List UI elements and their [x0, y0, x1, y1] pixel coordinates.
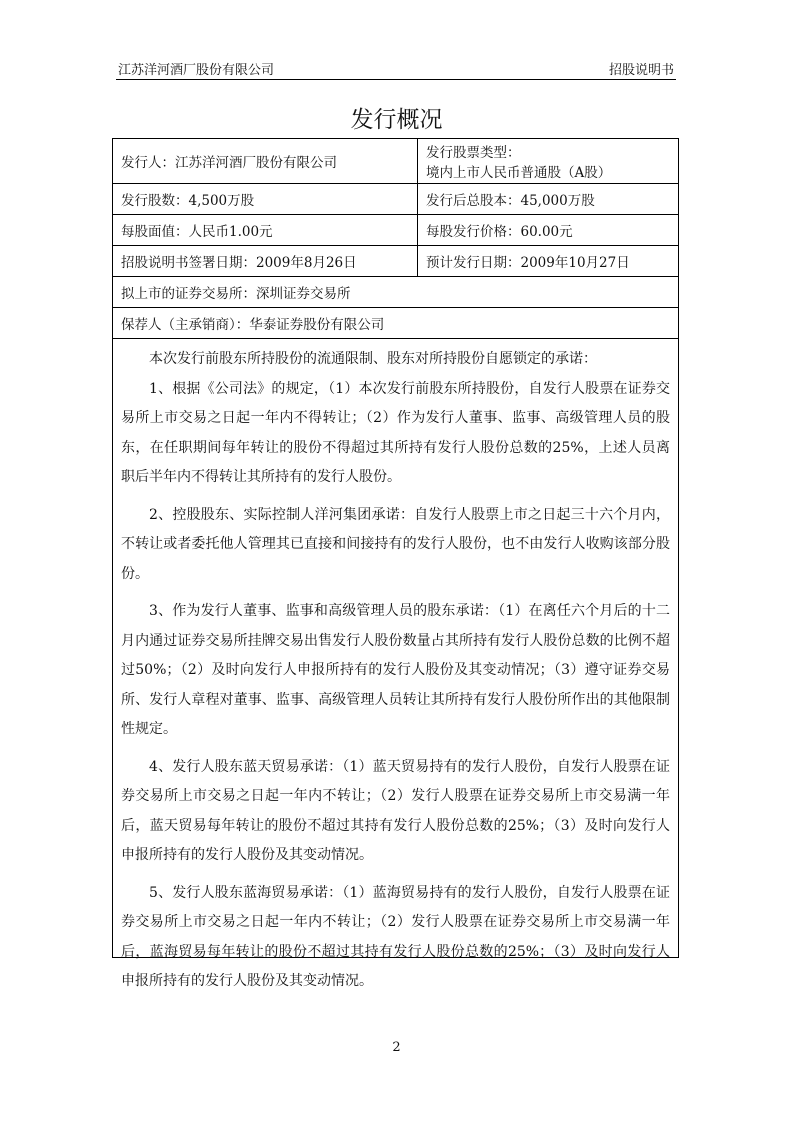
sponsor-cell: [113, 308, 678, 338]
issue-price-text: 每股发行价格：60.00元: [426, 224, 573, 240]
page-title: 发行概况: [350, 107, 443, 133]
commitments-intro: 本次发行前股东所持股份的流通限制、股东对所持股份自愿锁定的承诺：: [149, 351, 597, 367]
total-capital-text: 发行后总股本：45,000万股: [426, 193, 595, 209]
table-row: [113, 215, 678, 246]
stock-type-value: 境内上市人民币普通股（A股）: [426, 165, 612, 181]
header-doc-type: 招股说明书: [608, 63, 674, 78]
table-row: [113, 308, 678, 339]
shares-issued-text: 发行股数：4,500万股: [121, 193, 255, 209]
expected-issue-date-text: 预计发行日期：2009年10月27日: [426, 255, 630, 271]
stock-type-cell: [418, 139, 678, 183]
commitment-item: 4、发行人股东蓝天贸易承诺：（1）蓝天贸易持有的发行人股份，自发行人股票在证券交易所上市交易之日起一年内不转让；（2）发行人股票在证券交易所上市交易满一年后，蓝天贸易每年转让的股份不超过其持有发行人股份总数的25%；（3）及时向发行人申报所持有的发行人股份及其变动情况。: [121, 758, 670, 863]
sign-date-text: 招股说明书签署日期：2009年8月26日: [121, 255, 357, 271]
exchange-cell: [113, 277, 678, 307]
table-row: [113, 184, 678, 215]
commitment-item: 2、控股股东、实际控制人洋河集团承诺：自发行人股票上市之日起三十六个月内，不转让或者委托他人管理其已直接和间接持有的发行人股份，也不由发行人收购该部分股份。: [121, 506, 670, 582]
sponsor-text: 保荐人（主承销商）：华泰证券股份有限公司: [121, 317, 385, 333]
shares-issued-cell: [113, 184, 418, 214]
commitment-item: 3、作为发行人董事、监事和高级管理人员的股东承诺：（1）在离任六个月后的十二月内通过证券交易所挂牌交易出售发行人股份数量占其所持有发行人股份总数的比例不超过50%；（2）及时向发行人申报所持有的发行人股份及其变动情况；（3）遵守证券交易所、发行人章程对董事、监事、高级管理人员转让其所持有发行人股份所作出的其他限制性规定。: [121, 603, 670, 737]
sign-date-cell: [113, 246, 418, 276]
commitment-item: 1、根据《公司法》的规定，（1）本次发行前股东所持股份，自发行人股票在证券交易所上市交易之日起一年内不得转让；（2）作为发行人董事、监事、高级管理人员的股东，在任职期间每年转让的股份不得超过其所持有发行人股份总数的25%，上述人员离职后半年内不得转让其所持有的发行人股份。: [121, 380, 670, 485]
issuer-text: 发行人：江苏洋河酒厂股份有限公司: [121, 155, 337, 171]
lockup-commitments: [113, 339, 678, 989]
page-header: [116, 56, 676, 80]
total-capital-cell: [418, 184, 678, 214]
par-value-text: 每股面值：人民币1.00元: [121, 224, 273, 240]
table-row: [113, 277, 678, 308]
page-number: 2: [392, 1040, 401, 1055]
issuer-cell: [113, 139, 418, 183]
expected-issue-date-cell: [418, 246, 678, 276]
header-company: 江苏洋河酒厂股份有限公司: [118, 63, 275, 78]
stock-type-label: 发行股票类型：: [426, 145, 521, 161]
table-row: [113, 246, 678, 277]
commitment-item: 5、发行人股东蓝海贸易承诺：（1）蓝海贸易持有的发行人股份，自发行人股票在证券交易所上市交易之日起一年内不转让；（2）发行人股票在证券交易所上市交易满一年后，蓝海贸易每年转让的股份不超过其持有发行人股份总数的25%；（3）及时向发行人申报所持有的发行人股份及其变动情况。: [121, 884, 670, 989]
par-value-cell: [113, 215, 418, 245]
table-row: [113, 139, 678, 184]
issue-price-cell: [418, 215, 678, 245]
header-rule: [116, 79, 676, 80]
offering-overview-table: [112, 138, 679, 989]
exchange-text: 拟上市的证券交易所：深圳证券交易所: [121, 286, 351, 302]
